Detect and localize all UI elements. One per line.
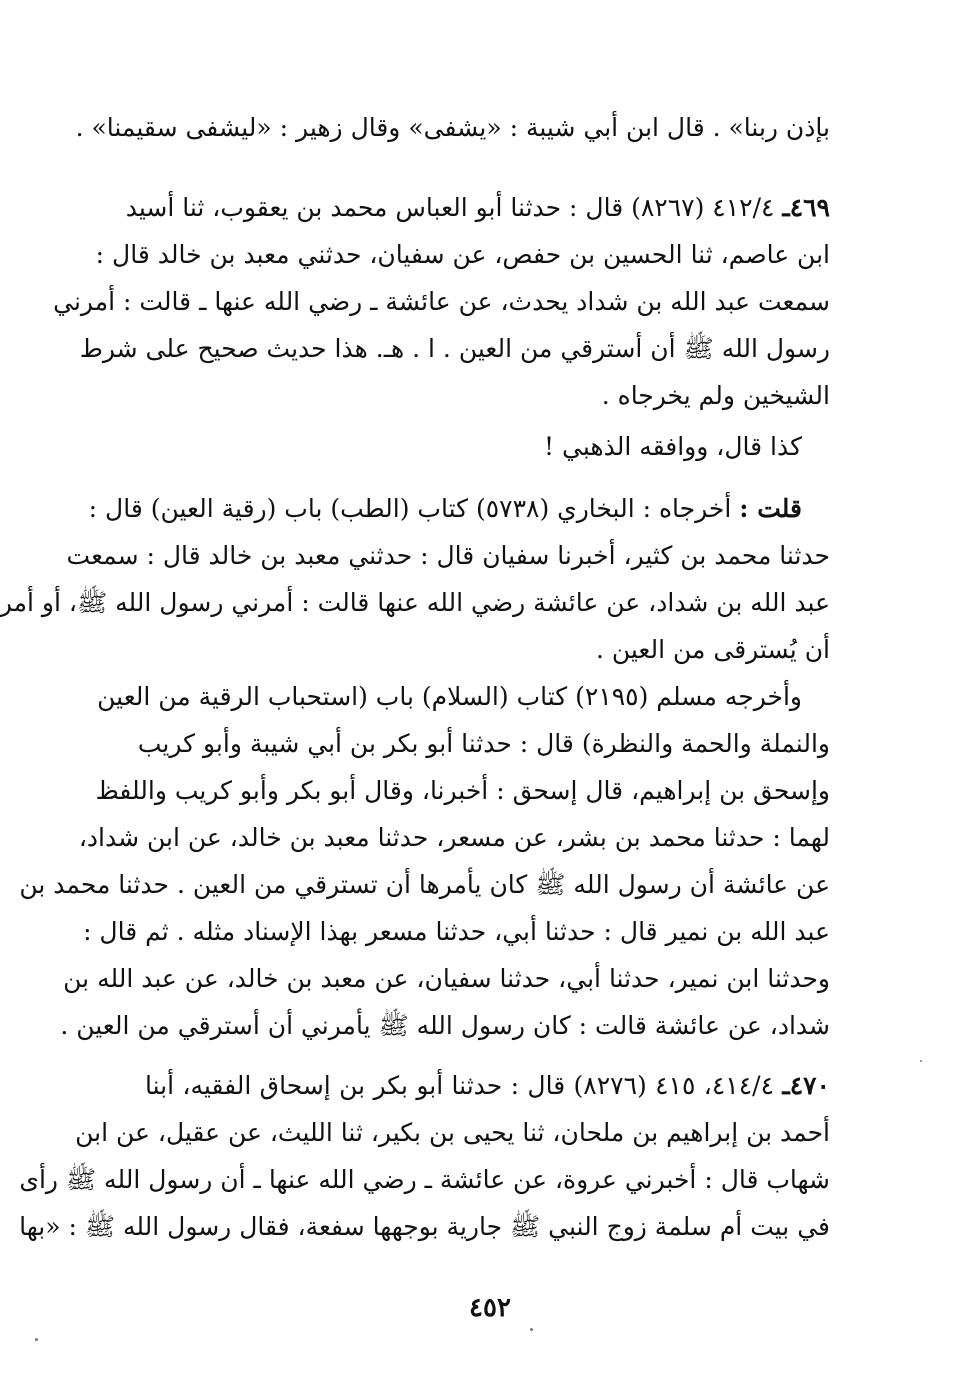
qultu-label: قلت :	[739, 494, 802, 523]
hadith-469	[53, 184, 830, 419]
hadith-number: ٤٦٩ـ	[782, 193, 830, 222]
scan-speck	[530, 1328, 533, 1331]
text-segment: ٤١٤/٤، ٤١٥ (٨٢٧٦) قال : حدثنا أبو بكر بن إسحاق الفقيه، أبنا	[145, 1071, 774, 1100]
text-line: الشيخين ولم يخرجاه .	[601, 381, 830, 410]
text-line: لهما : حدثنا محمد بن بشر، عن مسعر، حدثنا معبد بن خالد، عن ابن شداد،	[78, 823, 830, 852]
text-line: وأخرجه مسلم (٢١٩٥) كتاب (السلام) باب (استحباب الرقية من العين	[97, 682, 802, 711]
text-line	[125, 184, 830, 231]
text-line: وإسحق بن إبراهيم، قال إسحق : أخبرنا، وقال أبو بكر وأبو كريب واللفظ	[95, 776, 830, 805]
text-line: والنملة والحمة والنظرة) قال : حدثنا أبو بكر بن أبي شيبة وأبو كريب	[137, 729, 830, 758]
intro-paragraph	[75, 104, 830, 151]
text-line	[88, 485, 830, 532]
text-line: عن عائشة أن رسول الله ﷺ كان يأمرها أن تسترقي من العين . حدثنا محمد بن	[19, 870, 830, 899]
text-line: وحدثنا ابن نمير، حدثنا أبي، حدثنا سفيان، عن معبد بن خالد، عن عبد الله بن	[63, 964, 830, 993]
text-line: أن يُسترقى من العين .	[595, 635, 830, 664]
text-line	[145, 1062, 830, 1109]
text-line: كذا قال، ووافقه الذهبي !	[544, 432, 802, 461]
text-line: سمعت عبد الله بن شداد يحدث، عن عائشة ـ رضي الله عنها ـ قالت : أمرني	[53, 287, 830, 316]
text-line: عبد الله بن نمير قال : حدثنا أبي، حدثنا مسعر بهذا الإسناد مثله . ثم قال :	[83, 917, 830, 946]
text-line: عبد الله بن شداد، عن عائشة رضي الله عنها قالت : أمرني رسول الله ﷺ، أو أمر	[0, 588, 830, 617]
text-line: حدثنا محمد بن كثير، أخبرنا سفيان قال : حدثني معبد بن خالد قال : سمعت	[66, 541, 830, 570]
muslim-paragraph	[19, 673, 830, 1049]
text-line: بإذن ربنا» . قال ابن أبي شيبة : «يشفى» وقال زهير : «ليشفى سقيمنا» .	[75, 113, 830, 142]
scan-speck	[35, 1338, 38, 1341]
scan-speck	[920, 1060, 922, 1062]
hadith-470	[19, 1062, 830, 1250]
text-segment: أخرجاه : البخاري (٥٧٣٨) كتاب (الطب) باب (رقية العين) قال :	[88, 494, 732, 523]
qultu-paragraph	[0, 485, 830, 673]
text-line: في بيت أم سلمة زوج النبي ﷺ جارية بوجهها سفعة، فقال رسول الله ﷺ : «بها	[19, 1212, 830, 1241]
text-segment: ٤١٢/٤ (٨٢٦٧) قال : حدثنا أبو العباس محمد بن يعقوب، ثنا أسيد	[125, 193, 775, 222]
text-line: شداد، عن عائشة قالت : كان رسول الله ﷺ يأمرني أن أسترقي من العين .	[60, 1011, 830, 1040]
text-line: رسول الله ﷺ أن أسترقي من العين . ا . هـ. هذا حديث صحيح على شرط	[79, 334, 830, 363]
page-number: ٤٥٢	[469, 1293, 511, 1323]
text-line: ابن عاصم، ثنا الحسين بن حفص، عن سفيان، حدثني معبد بن خالد قال :	[95, 240, 830, 269]
dhahabi-note	[145, 423, 830, 470]
text-line: أحمد بن إبراهيم بن ملحان، ثنا يحيى بن بكير، ثنا الليث، عن عقيل، عن ابن	[75, 1118, 830, 1147]
text-line: شهاب قال : أخبرني عروة، عن عائشة ـ رضي الله عنها ـ أن رسول الله ﷺ رأى	[19, 1165, 830, 1194]
hadith-number: ٤٧٠ـ	[782, 1071, 830, 1100]
